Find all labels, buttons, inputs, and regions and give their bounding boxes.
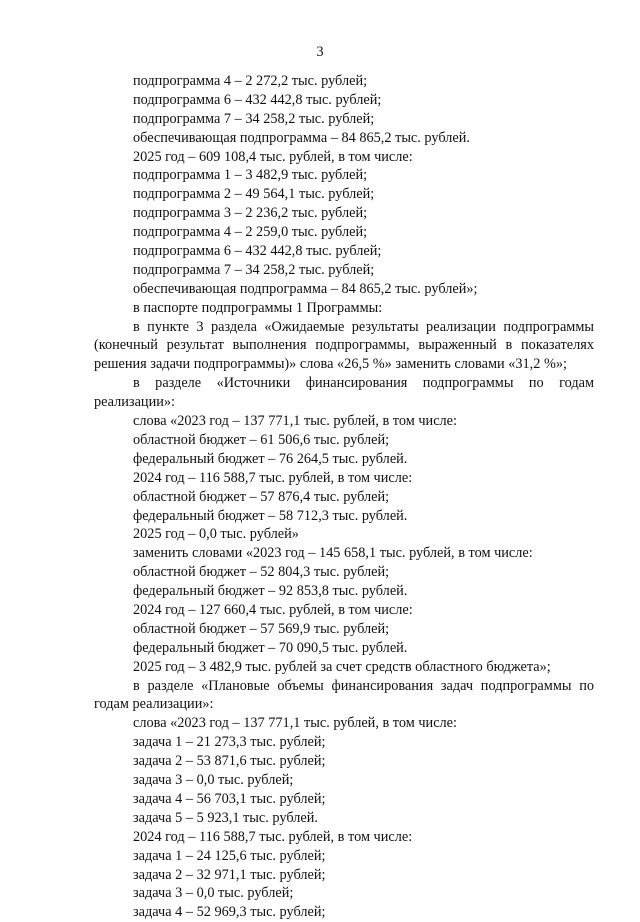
text-line: слова «2023 год – 137 771,1 тыс. рублей, в том числе: [133,413,457,430]
text-line: задача 4 – 52 969,3 тыс. рублей; [133,904,326,921]
text-line: подпрограмма 2 – 49 564,1 тыс. рублей; [133,186,375,203]
text-line: подпрограмма 3 – 2 236,2 тыс. рублей; [133,205,368,222]
text-line: подпрограмма 6 – 432 442,8 тыс. рублей; [133,243,382,260]
text-paragraph: в разделе «Плановые объемы финансирования задач подпрограммы по годам реализации»: [94,677,594,713]
text-line: 2025 год – 609 108,4 тыс. рублей, в том числе: [133,148,413,165]
text-line: 2024 год – 116 588,7 тыс. рублей, в том числе: [133,469,413,486]
text-paragraph: в разделе «Источники финансирования подпрограммы по годам реализации»: [94,375,594,411]
text-line: областной бюджет – 57 569,9 тыс. рублей; [133,620,390,637]
text-line: 2025 год – 3 482,9 тыс. рублей за счет средств областного бюджета»; [133,658,551,675]
text-line: областной бюджет – 52 804,3 тыс. рублей; [133,564,390,581]
text-line: подпрограмма 4 – 2 259,0 тыс. рублей; [133,224,368,241]
text-paragraph: в пункте 3 раздела «Ожидаемые результаты реализации подпрограммы (конечный результат выполнения подпрограммы, выраженный в показателях решения задачи подпрограммы)» слова «26,5 %» заменить словами «31,2 %»; [94,318,594,373]
text-line: 2024 год – 116 588,7 тыс. рублей, в том числе: [133,828,413,845]
text-line: областной бюджет – 57 876,4 тыс. рублей; [133,488,390,505]
text-line: задача 1 – 24 125,6 тыс. рублей; [133,847,326,864]
text-line: заменить словами «2023 год – 145 658,1 тыс. рублей, в том числе: [133,545,533,562]
text-line: обеспечивающая подпрограмма – 84 865,2 тыс. рублей»; [133,280,478,297]
text-line: задача 3 – 0,0 тыс. рублей; [133,772,294,789]
page-number: 3 [316,44,324,60]
text-line: задача 2 – 32 971,1 тыс. рублей; [133,866,326,883]
text-line: федеральный бюджет – 70 090,5 тыс. рублей. [133,639,408,656]
text-line: задача 3 – 0,0 тыс. рублей; [133,885,294,902]
text-line: федеральный бюджет – 92 853,8 тыс. рублей. [133,583,408,600]
text-line: задача 1 – 21 273,3 тыс. рублей; [133,734,326,751]
text-line: федеральный бюджет – 58 712,3 тыс. рублей. [133,507,408,524]
text-line: 2024 год – 127 660,4 тыс. рублей, в том числе: [133,602,413,619]
text-line: 2025 год – 0,0 тыс. рублей» [133,526,299,543]
text-line: областной бюджет – 61 506,6 тыс. рублей; [133,432,390,448]
text-line: подпрограмма 1 – 3 482,9 тыс. рублей; [133,167,368,184]
text-line: задача 2 – 53 871,6 тыс. рублей; [133,753,326,770]
text-line: федеральный бюджет – 76 264,5 тыс. рублей. [133,450,408,467]
text-line: подпрограмма 7 – 34 258,2 тыс. рублей; [133,110,375,127]
text-line: слова «2023 год – 137 771,1 тыс. рублей, в том числе: [133,715,457,732]
text-line: подпрограмма 6 – 432 442,8 тыс. рублей; [133,91,382,108]
text-line: в паспорте подпрограммы 1 Программы: [133,299,383,316]
text-line: задача 5 – 5 923,1 тыс. рублей. [133,809,318,826]
text-line: подпрограмма 7 – 34 258,2 тыс. рублей; [133,261,375,278]
text-line: обеспечивающая подпрограмма – 84 865,2 тыс. рублей. [133,129,470,146]
text-line: подпрограмма 4 – 2 272,2 тыс. рублей; [133,73,368,89]
text-line: задача 4 – 56 703,1 тыс. рублей; [133,790,326,807]
document-body [94,72,594,922]
